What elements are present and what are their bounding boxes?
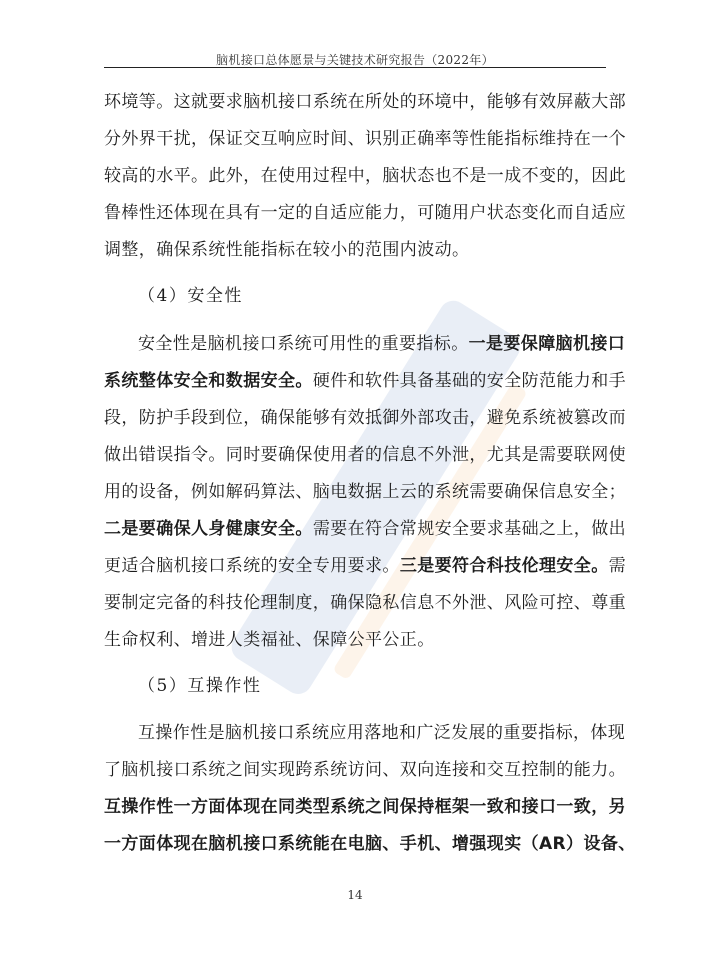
paragraph-line: 生命权利、增进人类福祉、保障公平公正。 — [104, 630, 435, 650]
paragraph-line: 要制定完备的科技伦理制度，确保隐私信息不外泄、风险可控、尊重 — [104, 593, 626, 613]
paragraph-line: 较高的水平。此外，在使用过程中，脑状态也不是一成不变的，因此 — [104, 166, 626, 186]
paragraph-line: 用的设备，例如解码算法、脑电数据上云的系统需要确保信息安全； — [104, 482, 626, 502]
paragraph-line: 环境等。这就要求脑机接口系统在所处的环境中，能够有效屏蔽大部 — [104, 92, 626, 112]
running-header: 脑机接口总体愿景与关键技术研究报告（2022年） — [216, 53, 494, 67]
emphasis-text: 系统整体安全和数据安全。 — [104, 371, 313, 391]
paragraph-line: 了脑机接口系统之间实现跨系统访问、双向连接和交互控制的能力。 — [104, 760, 626, 780]
emphasis-text: 二是要确保人身健康安全。 — [104, 519, 313, 539]
paragraph-line: 分外界干扰，保证交互响应时间、识别正确率等性能指标维持在一个 — [104, 129, 626, 149]
paragraph-line: 鲁棒性还体现在具有一定的自适应能力，可随用户状态变化而自适应 — [104, 203, 626, 223]
emphasis-line: 一方面体现在脑机接口系统能在电脑、手机、增强现实（AR）设备、 — [104, 834, 636, 854]
paragraph-line — [104, 515, 627, 543]
paragraph-line — [104, 330, 626, 358]
text-run: 需 — [608, 556, 627, 576]
header-divider — [104, 67, 606, 68]
emphasis-line: 互操作性一方面体现在同类型系统之间保持框架一致和接口一致，另 — [104, 797, 626, 817]
text-run: 硬件和软件具备基础的安全防范能力和手 — [312, 371, 627, 391]
section-heading: （5）互操作性 — [138, 676, 262, 696]
paragraph-line: 互操作性是脑机接口系统应用落地和广泛发展的重要指标，体现 — [138, 723, 626, 743]
paragraph-line: 段，防护手段到位，确保能够有效抵御外部攻击，避免系统被篡改而 — [104, 408, 626, 428]
emphasis-text: 三是要符合科技伦理安全。 — [399, 556, 609, 576]
paragraph-line — [104, 552, 627, 580]
text-run: 安全性是脑机接口系统可用性的重要指标。 — [138, 334, 469, 354]
paragraph-line — [104, 367, 627, 395]
section-heading: （4）安全性 — [138, 286, 243, 306]
paragraph-line: 调整，确保系统性能指标在较小的范围内波动。 — [104, 240, 470, 260]
emphasis-text: 一是要保障脑机接口 — [468, 334, 626, 354]
text-run: 需要在符合常规安全要求基础之上，做出 — [312, 519, 627, 539]
paragraph-line: 做出错误指令。同时要确保使用者的信息不外泄，尤其是需要联网使 — [104, 445, 626, 465]
page-number: 14 — [347, 888, 363, 902]
text-run: 更适合脑机接口系统的安全专用要求。 — [104, 556, 400, 576]
